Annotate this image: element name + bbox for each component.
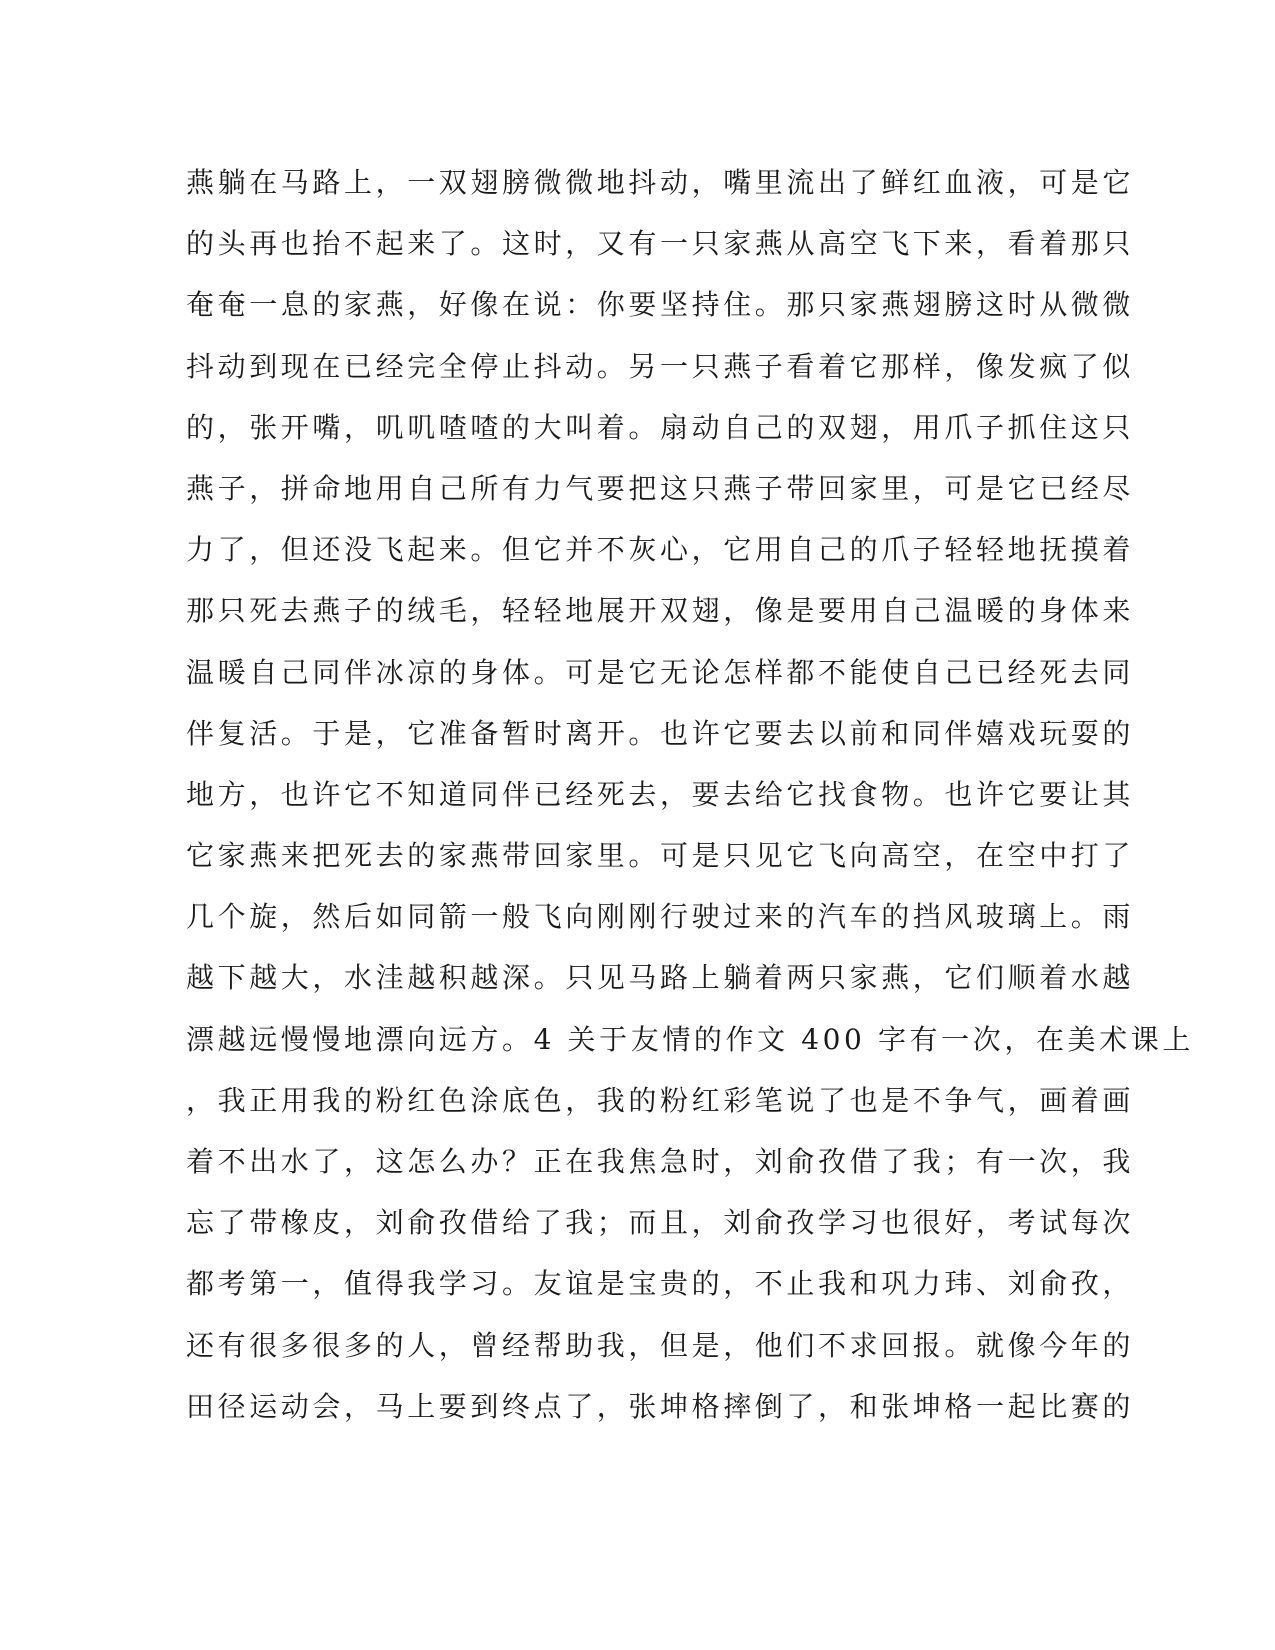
text-line: 还有很多很多的人，曾经帮助我，但是，他们不求回报。就像今年的 bbox=[186, 1328, 1135, 1362]
body-text bbox=[186, 152, 1194, 1437]
text-line: 都考第一，值得我学习。友谊是宝贵的，不止我和巩力玮、刘俞孜， bbox=[186, 1267, 1135, 1301]
text-line: 它家燕来把死去的家燕带回家里。可是只见它飞向高空，在空中打了 bbox=[186, 839, 1135, 873]
text-line: 着不出水了，这怎么办？正在我焦急时，刘俞孜借了我；有一次，我 bbox=[186, 1145, 1135, 1178]
text-line: 的头再也抬不起来了。这时，又有一只家燕从高空飞下来，看着那只 bbox=[186, 227, 1135, 261]
text-line: 燕子，拼命地用自己所有力气要把这只燕子带回家里，可是它已经尽 bbox=[186, 471, 1135, 505]
text-line: 燕躺在马路上，一双翅膀微微地抖动，嘴里流出了鲜红血液，可是它 bbox=[186, 166, 1135, 199]
text-line: ，我正用我的粉红色涂底色，我的粉红彩笔说了也是不争气，画着画 bbox=[186, 1083, 1135, 1117]
text-line: 力了，但还没飞起来。但它并不灰心，它用自己的爪子轻轻地抚摸着 bbox=[186, 533, 1135, 567]
text-line: 几个旋，然后如同箭一般飞向刚刚行驶过来的汽车的挡风玻璃上。雨 bbox=[186, 900, 1135, 934]
text-line: 伴复活。于是，它准备暂时离开。也许它要去以前和同伴嬉戏玩耍的 bbox=[186, 716, 1135, 750]
text-line: 的，张开嘴，叽叽喳喳的大叫着。扇动自己的双翅，用爪子抓住这只 bbox=[186, 410, 1135, 444]
text-line: 越下越大，水洼越积越深。只见马路上躺着两只家燕，它们顺着水越 bbox=[186, 961, 1135, 995]
text-line: 那只死去燕子的绒毛，轻轻地展开双翅，像是要用自己温暖的身体来 bbox=[186, 594, 1135, 628]
text-line: 奄奄一息的家燕，好像在说：你要坚持住。那只家燕翅膀这时从微微 bbox=[186, 288, 1135, 322]
text-line: 抖动到现在已经完全停止抖动。另一只燕子看着它那样，像发疯了似 bbox=[186, 349, 1135, 383]
text-line: 温暖自己同伴冰凉的身体。可是它无论怎样都不能使自己已经死去同 bbox=[186, 655, 1135, 689]
text-line: 漂越远慢慢地漂向远方。4 关于友情的作文 400 字有一次，在美术课上 bbox=[186, 1022, 1194, 1056]
text-line: 忘了带橡皮，刘俞孜借给了我；而且，刘俞孜学习也很好，考试每次 bbox=[186, 1206, 1135, 1240]
text-line: 地方，也许它不知道同伴已经死去，要去给它找食物。也许它要让其 bbox=[186, 777, 1135, 811]
text-line: 田径运动会，马上要到终点了，张坤格摔倒了，和张坤格一起比赛的 bbox=[186, 1389, 1135, 1423]
